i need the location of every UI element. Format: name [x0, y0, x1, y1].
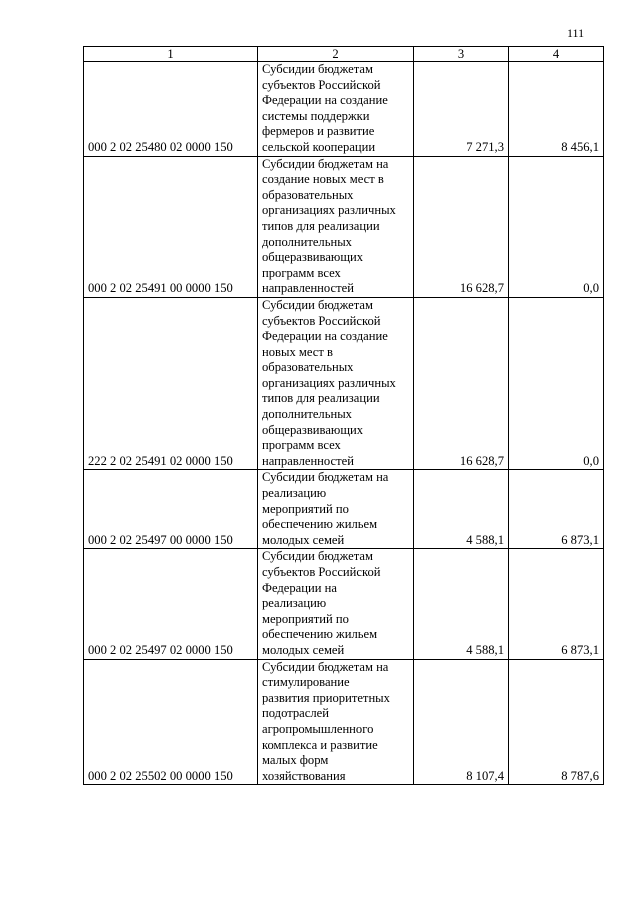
description-line: программ всех: [262, 438, 341, 453]
description-line: субъектов Российской: [262, 313, 381, 328]
description-line: подотраслей: [262, 706, 329, 721]
description-line: Субсидии бюджетам на: [262, 470, 389, 485]
amount-col4-cell: 8 787,6: [509, 659, 604, 785]
description-line: мероприятий по: [262, 611, 349, 626]
table-row: [84, 549, 604, 659]
amount-col3-cell: 7 271,3: [414, 62, 509, 157]
description-cell: [258, 297, 414, 470]
table-row: [84, 470, 604, 549]
amount-col3-cell: 16 628,7: [414, 297, 509, 470]
description-line: Субсидии бюджетам на: [262, 156, 389, 171]
amount-col3-cell: 4 588,1: [414, 549, 509, 659]
description-line: Федерации на создание: [262, 329, 388, 344]
column-header: 3: [414, 47, 509, 62]
description-line: Субсидии бюджетам на: [262, 659, 389, 674]
budget-code-cell: 000 2 02 25480 02 0000 150: [84, 62, 258, 157]
table-row: [84, 62, 604, 157]
description-line: Субсидии бюджетам: [262, 297, 373, 312]
description-line: новых мест в: [262, 344, 333, 359]
page-number: 111: [567, 26, 585, 40]
budget-code-cell: 000 2 02 25497 00 0000 150: [84, 470, 258, 549]
column-header: 4: [509, 47, 604, 62]
description-line: агропромышленного: [262, 721, 374, 736]
description-line: направленностей: [262, 281, 354, 296]
description-line: Федерации на создание: [262, 93, 388, 108]
amount-col4-cell: 6 873,1: [509, 549, 604, 659]
table-row: [84, 156, 604, 297]
description-line: дополнительных: [262, 234, 352, 249]
budget-code-cell: 000 2 02 25502 00 0000 150: [84, 659, 258, 785]
table-row: [84, 659, 604, 785]
budget-code-cell: 000 2 02 25497 02 0000 150: [84, 549, 258, 659]
description-line: создание новых мест в: [262, 172, 384, 187]
description-cell: [258, 659, 414, 785]
amount-col3-cell: 4 588,1: [414, 470, 509, 549]
description-line: комплекса и развитие: [262, 737, 378, 752]
description-line: сельской кооперации: [262, 139, 376, 154]
description-line: общеразвивающих: [262, 422, 364, 437]
budget-table: [83, 46, 604, 785]
description-cell: [258, 549, 414, 659]
description-line: молодых семей: [262, 642, 345, 657]
description-line: образовательных: [262, 187, 354, 202]
amount-col3-cell: 16 628,7: [414, 156, 509, 297]
description-line: общеразвивающих: [262, 250, 364, 265]
description-line: организациях различных: [262, 203, 396, 218]
description-line: направленностей: [262, 453, 354, 468]
description-line: типов для реализации: [262, 218, 380, 233]
amount-col4-cell: 0,0: [509, 297, 604, 470]
table-body: [84, 62, 604, 785]
budget-code-cell: 000 2 02 25491 00 0000 150: [84, 156, 258, 297]
amount-col4-cell: 0,0: [509, 156, 604, 297]
description-line: Федерации на: [262, 580, 337, 595]
description-line: обеспечению жильем: [262, 517, 378, 532]
description-line: молодых семей: [262, 532, 345, 547]
description-cell: [258, 156, 414, 297]
table-row: [84, 297, 604, 470]
description-line: стимулирование: [262, 675, 350, 690]
description-line: дополнительных: [262, 407, 352, 422]
description-line: программ всех: [262, 265, 341, 280]
description-line: фермеров и развитие: [262, 124, 375, 139]
amount-col4-cell: 8 456,1: [509, 62, 604, 157]
description-line: Субсидии бюджетам: [262, 62, 373, 76]
description-line: субъектов Российской: [262, 77, 381, 92]
description-line: малых форм: [262, 753, 329, 768]
description-line: типов для реализации: [262, 391, 380, 406]
description-line: образовательных: [262, 360, 354, 375]
description-line: организациях различных: [262, 375, 396, 390]
description-line: мероприятий по: [262, 501, 349, 516]
description-line: обеспечению жильем: [262, 627, 378, 642]
description-cell: [258, 62, 414, 157]
header-row: [84, 47, 604, 62]
description-line: Субсидии бюджетам: [262, 549, 373, 564]
column-header: 1: [84, 47, 258, 62]
description-cell: [258, 470, 414, 549]
budget-code-cell: 222 2 02 25491 02 0000 150: [84, 297, 258, 470]
amount-col3-cell: 8 107,4: [414, 659, 509, 785]
description-line: развития приоритетных: [262, 690, 390, 705]
description-line: субъектов Российской: [262, 565, 381, 579]
description-line: системы поддержки: [262, 108, 370, 123]
description-line: хозяйствования: [262, 768, 346, 783]
description-line: реализацию: [262, 596, 327, 611]
description-line: реализацию: [262, 486, 327, 501]
column-header: 2: [258, 47, 414, 62]
amount-col4-cell: 6 873,1: [509, 470, 604, 549]
